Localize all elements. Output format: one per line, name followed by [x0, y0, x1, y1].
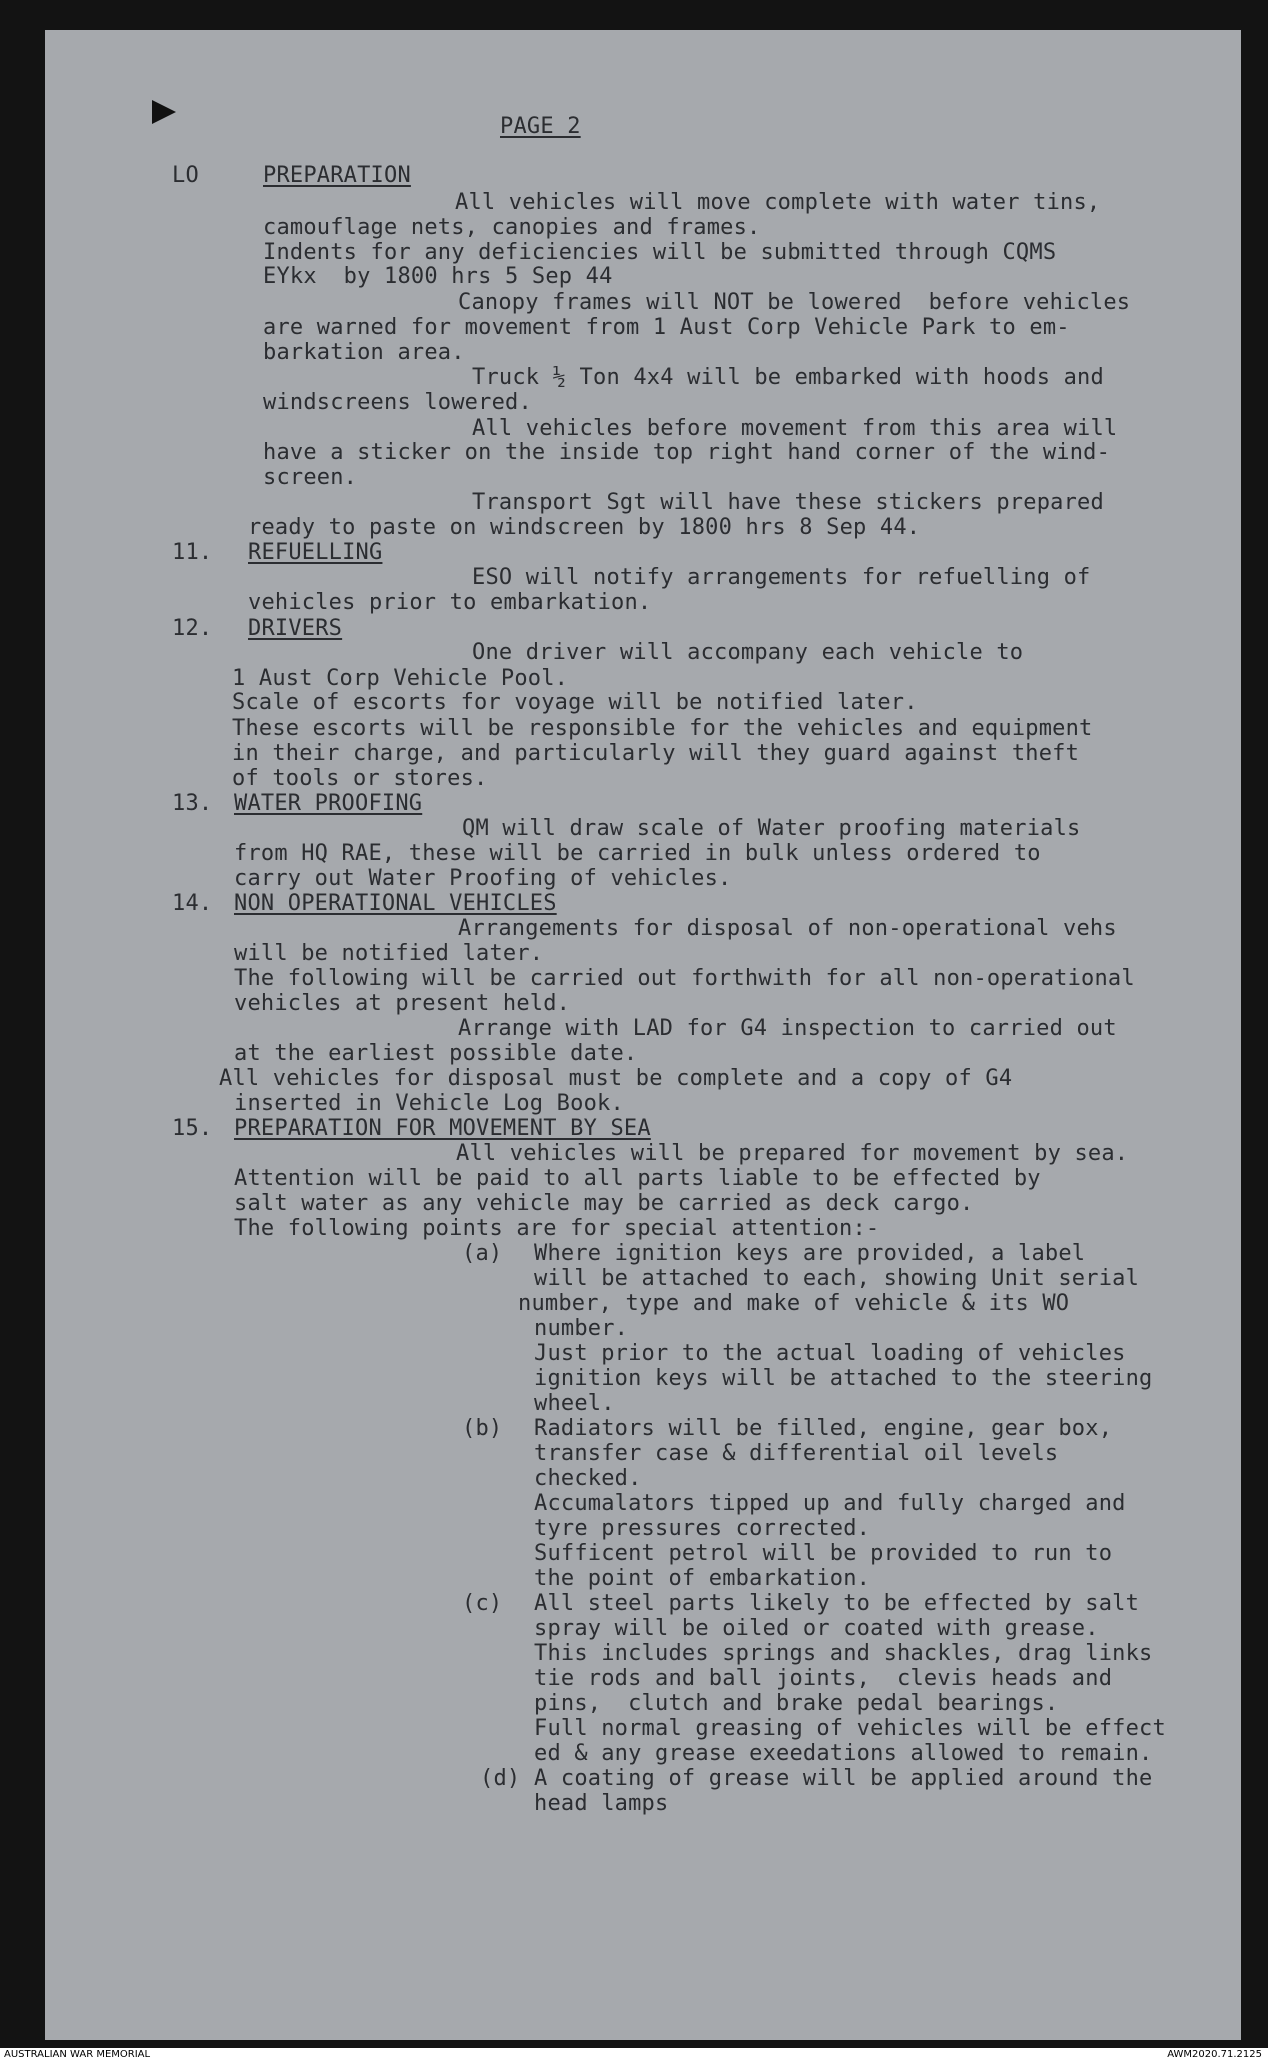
text-line: These escorts will be responsible for the vehicles and equipment [232, 716, 1093, 741]
section-title: PREPARATION FOR MOVEMENT BY SEA [234, 1116, 651, 1141]
text-line: transfer case & differential oil levels [534, 1441, 1059, 1466]
text-line: One driver will accompany each vehicle to [472, 640, 1024, 665]
text-line: in their charge, and particularly will they guard against theft [232, 741, 1080, 766]
text-line: Arrange with LAD for G4 inspection to carried out [458, 1016, 1117, 1041]
item-marker: (c) [462, 1591, 503, 1616]
text-line: Accumalators tipped up and fully charged and [534, 1491, 1126, 1516]
text-line: are warned for movement from 1 Aust Corp Vehicle Park to em- [263, 315, 1070, 340]
text-line: number. [534, 1316, 629, 1341]
text-line: 1 Aust Corp Vehicle Pool. [232, 666, 569, 691]
section-title: NON OPERATIONAL VEHICLES [234, 891, 557, 916]
section-number: 14. [172, 891, 213, 916]
text-line: All vehicles before movement from this area will [472, 416, 1118, 441]
text-line: All vehicles will be prepared for movement by sea. [456, 1141, 1129, 1166]
text-line: camouflage nets, canopies and frames. [263, 215, 761, 240]
text-line: Arrangements for disposal of non-operational vehs [458, 916, 1117, 941]
footer-institution: AUSTRALIAN WAR MEMORIAL [4, 2049, 151, 2060]
text-line: Sufficent petrol will be provided to run to [534, 1541, 1113, 1566]
text-line: Radiators will be filled, engine, gear box, [534, 1416, 1113, 1441]
section-number: LO [172, 163, 199, 188]
item-marker: (d) [480, 1766, 521, 1791]
text-line: head lamps [534, 1791, 669, 1816]
text-line: ignition keys will be attached to the steering [534, 1366, 1153, 1391]
text-line: Transport Sgt will have these stickers prepared [472, 490, 1104, 515]
text-line: checked. [534, 1466, 642, 1491]
text-line: ed & any grease exeedations allowed to remain. [534, 1741, 1153, 1766]
text-line: All steel parts likely to be effected by salt [534, 1591, 1140, 1616]
footer-accession-number: AWM2020.71.2125 [1167, 2049, 1262, 2060]
text-line: spray will be oiled or coated with grease. [534, 1616, 1099, 1641]
text-line: Full normal greasing of vehicles will be effect [534, 1716, 1166, 1741]
text-line: of tools or stores. [232, 766, 488, 791]
text-line: carry out Water Proofing of vehicles. [234, 866, 732, 891]
text-line: ESO will notify arrangements for refuelling of [472, 565, 1091, 590]
text-line: Scale of escorts for voyage will be notified later. [232, 690, 918, 715]
item-marker: (a) [462, 1241, 503, 1266]
item-marker: (b) [462, 1416, 503, 1441]
section-title: WATER PROOFING [234, 791, 423, 816]
text-line: the point of embarkation. [534, 1566, 871, 1591]
text-line: This includes springs and shackles, drag links [534, 1641, 1153, 1666]
text-line: Indents for any deficiencies will be submitted through CQMS [263, 240, 1057, 265]
text-line: number, type and make of vehicle & its WO [518, 1291, 1070, 1316]
text-line: have a sticker on the inside top right hand corner of the wind- [263, 440, 1111, 465]
text-line: at the earliest possible date. [234, 1041, 638, 1066]
text-line: tyre pressures corrected. [534, 1516, 871, 1541]
text-line: Just prior to the actual loading of vehicles [534, 1341, 1126, 1366]
section-title: REFUELLING [248, 540, 383, 565]
text-line: barkation area. [263, 340, 465, 365]
page-header: PAGE 2 [500, 114, 581, 139]
text-line: Truck ½ Ton 4x4 will be embarked with hoods and [472, 365, 1104, 390]
archive-footer [0, 2048, 1268, 2061]
text-line: EYkx by 1800 hrs 5 Sep 44 [263, 264, 613, 289]
text-line: will be notified later. [234, 941, 544, 966]
text-line: windscreens lowered. [263, 390, 532, 415]
section-title: DRIVERS [248, 616, 343, 641]
text-line: All vehicles will move complete with water tins, [455, 190, 1101, 215]
text-line: A coating of grease will be applied around the [534, 1766, 1153, 1791]
text-line: ready to paste on windscreen by 1800 hrs 8 Sep 44. [248, 515, 921, 540]
text-line: from HQ RAE, these will be carried in bulk unless ordered to [234, 841, 1041, 866]
text-line: All vehicles for disposal must be complete and a copy of G4 [219, 1066, 1013, 1091]
text-line: screen. [263, 465, 358, 490]
text-line: Attention will be paid to all parts liable to be effected by [234, 1166, 1041, 1191]
text-line: Where ignition keys are provided, a label [534, 1241, 1086, 1266]
text-line: The following will be carried out forthwith for all non-operational [234, 966, 1135, 991]
text-line: vehicles prior to embarkation. [248, 590, 652, 615]
text-line: The following points are for special attention:- [234, 1216, 880, 1241]
section-number: 12. [172, 616, 213, 641]
text-line: Canopy frames will NOT be lowered before vehicles [458, 290, 1131, 315]
section-number: 13. [172, 791, 213, 816]
text-line: vehicles at present held. [234, 991, 571, 1016]
section-number: 15. [172, 1116, 213, 1141]
text-line: salt water as any vehicle may be carried as deck cargo. [234, 1191, 974, 1216]
text-line: inserted in Vehicle Log Book. [234, 1091, 624, 1116]
text-line: wheel. [534, 1391, 615, 1416]
text-line: QM will draw scale of Water proofing materials [462, 816, 1081, 841]
text-line: will be attached to each, showing Unit serial [534, 1266, 1140, 1291]
section-number: 11. [172, 540, 213, 565]
text-line: pins, clutch and brake pedal bearings. [534, 1691, 1059, 1716]
section-title: PREPARATION [263, 163, 411, 188]
text-line: tie rods and ball joints, clevis heads and [534, 1666, 1113, 1691]
